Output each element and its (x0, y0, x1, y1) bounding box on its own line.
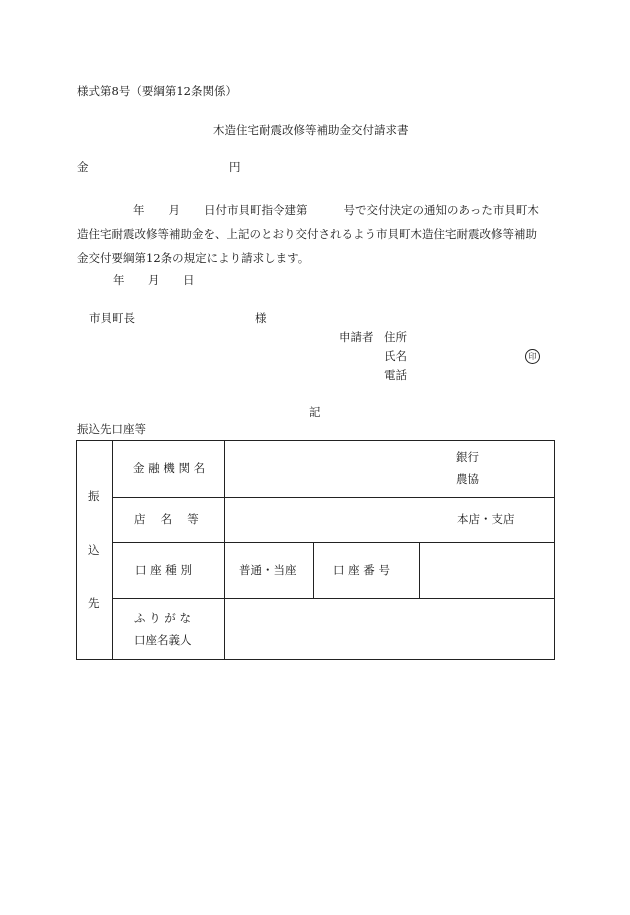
branch-label: 店 名 等 (134, 512, 199, 526)
amount-suffix: 円 (229, 160, 241, 174)
seal-mark-icon: 印 (525, 349, 540, 364)
date-day: 日 (183, 273, 195, 287)
branch-value: 本店・支店 (457, 512, 515, 526)
account-number-label: 口 座 番 号 (333, 563, 390, 577)
applicant-name-label: 氏名 (384, 349, 407, 363)
form-number: 様式第8号（要綱第12条関係） (77, 84, 237, 98)
table-row-divider-2 (112, 542, 554, 543)
institution-label: 金 融 機 関 名 (133, 461, 206, 475)
notice-month: 月 (168, 203, 180, 217)
side-label-3: 先 (88, 596, 100, 610)
date-month: 月 (148, 273, 160, 287)
request-statement (77, 198, 555, 270)
ki-heading: 記 (309, 405, 321, 419)
table-divider-type (313, 542, 314, 599)
applicant-label: 申請者 (339, 330, 374, 344)
bank-account-table (76, 440, 555, 660)
table-divider-label (224, 441, 225, 659)
side-label-1: 振 (88, 489, 100, 503)
statement-line-3: 金交付要綱第12条の規定により請求します。 (77, 251, 310, 265)
date-year: 年 (113, 273, 125, 287)
account-holder-label: 口座名義人 (134, 633, 192, 647)
table-row-divider-3 (112, 598, 554, 599)
account-heading: 振込先口座等 (77, 422, 146, 436)
table-divider-side (112, 441, 113, 659)
notice-year: 年 (133, 203, 145, 217)
statement-line-2: 造住宅耐震改修等補助金を、上記のとおり交付されるよう市貝町木造住宅耐震改修等補助 (77, 227, 537, 241)
recipient-name: 市貝町長 (89, 311, 135, 325)
bank-option: 銀行 (456, 450, 479, 464)
notice-number-rest: 号で交付決定の通知のあった市貝町木 (343, 203, 539, 217)
agri-coop-option: 農協 (456, 472, 479, 486)
account-type-label: 口 座 種 別 (135, 563, 192, 577)
notice-day-ref: 日付市貝町指令建第 (204, 203, 308, 217)
recipient-honorific: 様 (255, 311, 267, 325)
account-type-value: 普通・当座 (239, 563, 297, 577)
side-label-2: 込 (88, 543, 100, 557)
applicant-phone-label: 電話 (384, 368, 407, 382)
applicant-address-label: 住所 (384, 330, 407, 344)
table-row-divider-1 (112, 497, 554, 498)
form-title: 木造住宅耐震改修等補助金交付請求書 (213, 123, 409, 137)
amount-prefix: 金 (77, 160, 89, 174)
furigana-label: ふ り が な (134, 611, 191, 625)
table-divider-number (419, 542, 420, 599)
statement-line-1 (77, 198, 555, 222)
